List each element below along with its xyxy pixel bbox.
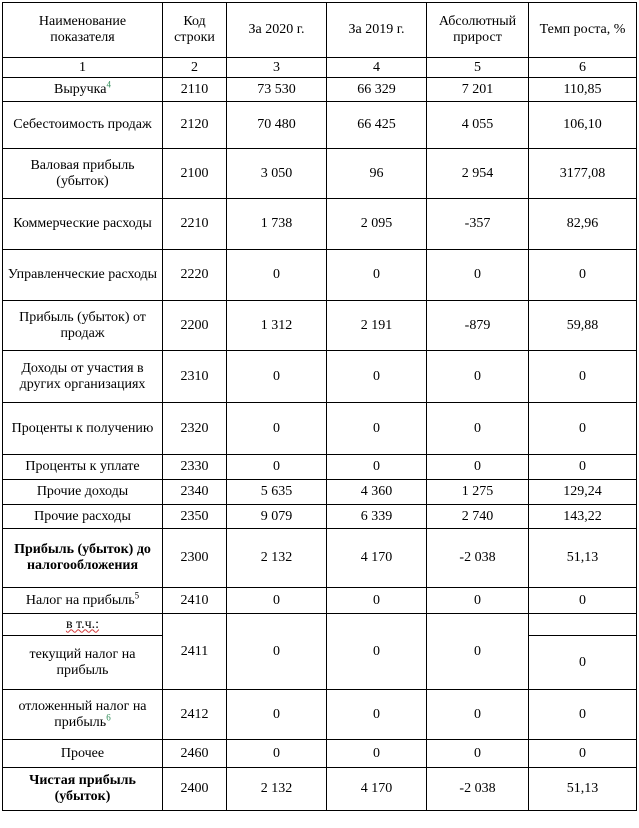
financial-results-table <box>2 2 637 811</box>
row-code: 2120 <box>163 102 227 149</box>
row-name: Налог на прибыль$^5$ <box>3 588 163 614</box>
header-2020: За 2020 г. <box>227 3 327 58</box>
row-2019: 6 339 <box>327 505 427 529</box>
row-rate: 0 <box>529 351 637 403</box>
table-row <box>3 199 637 250</box>
row-abs: 0 <box>427 740 529 768</box>
table-row <box>3 102 637 149</box>
row-abs: -2 038 <box>427 768 529 811</box>
row-2020: 0 <box>227 588 327 614</box>
row-abs: 2 740 <box>427 505 529 529</box>
row-2019: 66 329 <box>327 78 427 102</box>
header-2019: За 2019 г. <box>327 3 427 58</box>
table-row <box>3 588 637 614</box>
row-rate: 51,13 <box>529 529 637 588</box>
row-2020: 0 <box>227 250 327 301</box>
row-name: Проценты к получению <box>3 403 163 455</box>
row-rate: 106,10 <box>529 102 637 149</box>
row-2020: 3 050 <box>227 149 327 199</box>
row-name: Чистая прибыль (убыток) <box>3 768 163 811</box>
row-2020: 0 <box>227 403 327 455</box>
row-abs: -357 <box>427 199 529 250</box>
row-rate: 0 <box>529 588 637 614</box>
row-2019: 4 360 <box>327 480 427 505</box>
row-name: Прочие доходы <box>3 480 163 505</box>
row-code: 2410 <box>163 588 227 614</box>
row-rate: 0 <box>529 403 637 455</box>
row-code: 2320 <box>163 403 227 455</box>
row-abs: 4 055 <box>427 102 529 149</box>
row-2020: 2 132 <box>227 529 327 588</box>
row-name: текущий налог на прибыль <box>3 636 163 690</box>
row-name: Прочее <box>3 740 163 768</box>
header-row <box>3 3 637 58</box>
row-2020: 73 530 <box>227 78 327 102</box>
row-2020: 0 <box>227 740 327 768</box>
row-code: 2412 <box>163 690 227 740</box>
table-row <box>3 250 637 301</box>
row-code: 2220 <box>163 250 227 301</box>
row-2020: 1 738 <box>227 199 327 250</box>
row-code: 2310 <box>163 351 227 403</box>
row-code: 2330 <box>163 455 227 480</box>
row-name: Доходы от участия в других организациях <box>3 351 163 403</box>
row-code: 2100 <box>163 149 227 199</box>
row-rate: 143,22 <box>529 505 637 529</box>
row-code: 2210 <box>163 199 227 250</box>
col-number: 1 <box>3 58 163 78</box>
row-2020: 2 132 <box>227 768 327 811</box>
row-2019: 2 095 <box>327 199 427 250</box>
row-rate: 110,85 <box>529 78 637 102</box>
row-rate: 0 <box>529 455 637 480</box>
row-2020: 0 <box>227 614 327 690</box>
row-rate: 82,96 <box>529 199 637 250</box>
table-row <box>3 149 637 199</box>
row-name: Коммерческие расходы <box>3 199 163 250</box>
row-rate: 0 <box>529 740 637 768</box>
row-abs: -879 <box>427 301 529 351</box>
col-number: 2 <box>163 58 227 78</box>
table-row <box>3 403 637 455</box>
header-name: Наименование показателя <box>3 3 163 58</box>
table-row <box>3 78 637 102</box>
column-numbers-row <box>3 58 637 78</box>
row-rate: 51,13 <box>529 768 637 811</box>
row-2020: 1 312 <box>227 301 327 351</box>
row-2019: 0 <box>327 740 427 768</box>
row-abs: 7 201 <box>427 78 529 102</box>
table-row <box>3 301 637 351</box>
row-name: отложенный налог на прибыль$^6$ <box>3 690 163 740</box>
row-abs: -2 038 <box>427 529 529 588</box>
row-2019: 4 170 <box>327 768 427 811</box>
row-2019: 0 <box>327 351 427 403</box>
header-code: Код строки <box>163 3 227 58</box>
row-abs: 1 275 <box>427 480 529 505</box>
row-name: Выручка$^4$ <box>3 78 163 102</box>
row-rate: 3177,08 <box>529 149 637 199</box>
row-name: Прибыль (убыток) до налогообложения <box>3 529 163 588</box>
row-rate: 59,88 <box>529 301 637 351</box>
row-rate: 0 <box>529 690 637 740</box>
row-2019: 0 <box>327 690 427 740</box>
row-abs: 0 <box>427 250 529 301</box>
table-row <box>3 351 637 403</box>
row-abs: 2 954 <box>427 149 529 199</box>
row-code: 2110 <box>163 78 227 102</box>
row-2019: 0 <box>327 614 427 690</box>
row-2019: 2 191 <box>327 301 427 351</box>
row-name: Проценты к уплате <box>3 455 163 480</box>
row-code: 2300 <box>163 529 227 588</box>
row-name: Прочие расходы <box>3 505 163 529</box>
row-2020: 5 635 <box>227 480 327 505</box>
row-rate-empty <box>529 614 637 636</box>
table-row <box>3 768 637 811</box>
row-abs: 0 <box>427 455 529 480</box>
table-row <box>3 740 637 768</box>
row-2019: 0 <box>327 455 427 480</box>
table-row <box>3 455 637 480</box>
row-2020: 0 <box>227 455 327 480</box>
row-2020: 0 <box>227 351 327 403</box>
table-row <box>3 614 637 636</box>
row-2019: 4 170 <box>327 529 427 588</box>
table-row <box>3 690 637 740</box>
row-2020: 9 079 <box>227 505 327 529</box>
row-abs: 0 <box>427 403 529 455</box>
row-name-incl: в т.ч.: <box>3 614 163 636</box>
row-code: 2460 <box>163 740 227 768</box>
col-number: 5 <box>427 58 529 78</box>
row-2020: 70 480 <box>227 102 327 149</box>
col-number: 6 <box>529 58 637 78</box>
row-2019: 96 <box>327 149 427 199</box>
row-2019: 0 <box>327 403 427 455</box>
col-number: 4 <box>327 58 427 78</box>
row-rate: 129,24 <box>529 480 637 505</box>
row-name: Себестоимость продаж <box>3 102 163 149</box>
financial-results-table-document <box>2 2 636 826</box>
row-code: 2340 <box>163 480 227 505</box>
row-2020: 0 <box>227 690 327 740</box>
row-name: Прибыль (убыток) от продаж <box>3 301 163 351</box>
row-abs: 0 <box>427 614 529 690</box>
row-2019: 66 425 <box>327 102 427 149</box>
row-code: 2350 <box>163 505 227 529</box>
row-abs: 0 <box>427 588 529 614</box>
row-code: 2400 <box>163 768 227 811</box>
header-abs: Абсолютный прирост <box>427 3 529 58</box>
table-row <box>3 529 637 588</box>
row-abs: 0 <box>427 351 529 403</box>
row-abs: 0 <box>427 690 529 740</box>
row-name: Валовая прибыль (убыток) <box>3 149 163 199</box>
table-row <box>3 505 637 529</box>
row-rate: 0 <box>529 636 637 690</box>
row-code: 2200 <box>163 301 227 351</box>
col-number: 3 <box>227 58 327 78</box>
row-code: 2411 <box>163 614 227 690</box>
row-rate: 0 <box>529 250 637 301</box>
row-2019: 0 <box>327 250 427 301</box>
row-2019: 0 <box>327 588 427 614</box>
header-rate: Темп роста, % <box>529 3 637 58</box>
row-name: Управленческие расходы <box>3 250 163 301</box>
table-row <box>3 480 637 505</box>
